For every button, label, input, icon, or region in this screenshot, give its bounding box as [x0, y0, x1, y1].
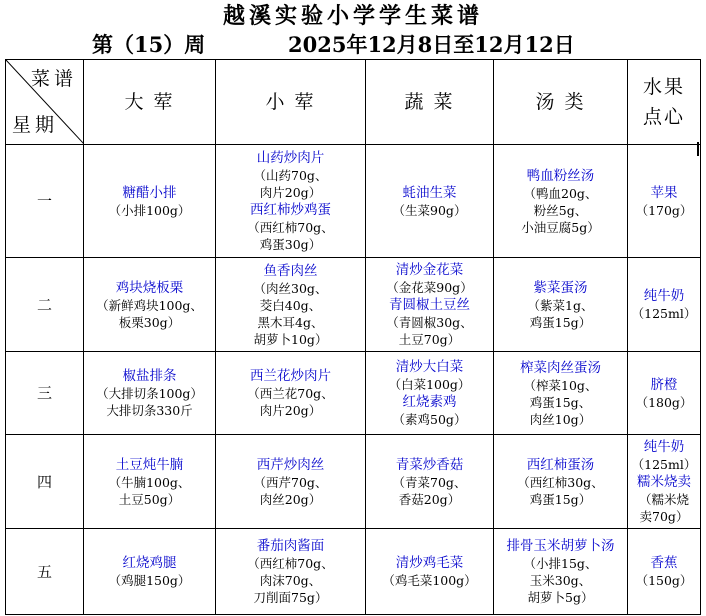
menu-cell — [494, 352, 628, 435]
dish-name: 鸡块烧板栗 — [115, 279, 184, 296]
dish-name: 土豆炖牛腩 — [115, 456, 184, 473]
col-header-vegetable: 蔬 菜 — [366, 60, 494, 145]
ingredient-line: 鸡蛋30g） — [259, 237, 322, 252]
menu-cell — [494, 435, 628, 529]
corner-label-menu: 菜谱 — [30, 68, 77, 90]
dish-name: 番茄肉酱面 — [256, 538, 325, 554]
ingredient-line: （西红柿70g、 — [247, 556, 334, 571]
menu-cell — [216, 145, 366, 258]
menu-cell — [628, 529, 701, 615]
ingredient-line: 刀削面75g） — [253, 590, 328, 605]
ingredient-line: （125ml） — [631, 457, 697, 472]
menu-cell — [216, 529, 366, 615]
dish-name: 纯牛奶 — [643, 288, 685, 304]
ingredient-line: （150g） — [635, 573, 693, 588]
dish-name: 纯牛奶 — [643, 439, 685, 455]
menu-cell — [84, 258, 216, 352]
menu-cell — [494, 145, 628, 258]
menu-title: 越溪实验小学学生菜谱 — [222, 3, 483, 29]
ingredient-line: 卖70g） — [639, 509, 689, 524]
day-row — [6, 258, 701, 352]
ingredient-line: （青菜70g、 — [392, 474, 467, 490]
weekday-label: 一 — [6, 145, 84, 258]
ingredient-line: 肉片20g） — [259, 403, 322, 418]
ingredient-line: 茭白40g、 — [259, 297, 322, 313]
ingredient-line: 胡萝卜10g） — [253, 331, 328, 347]
dish-name: 蚝油生菜 — [402, 184, 457, 201]
dish-name: 鱼香肉丝 — [263, 262, 318, 279]
ingredient-line: 土豆50g） — [118, 491, 181, 507]
ingredient-line: （生菜90g） — [392, 202, 467, 218]
dish-name: 糖醋小排 — [122, 184, 177, 201]
col-header-side-meat: 小 荤 — [216, 60, 366, 145]
day-row — [6, 352, 701, 435]
dish-name: 脐橙 — [650, 376, 678, 393]
ingredient-line: （170g） — [635, 202, 693, 218]
ingredient-line: （小排15g、 — [523, 556, 598, 571]
menu-cell — [366, 352, 494, 435]
menu-cell — [216, 258, 366, 352]
ingredient-line: 土豆70g） — [398, 332, 461, 347]
ingredient-line: 肉沫70g、 — [259, 573, 322, 588]
ingredient-line: 香菇20g） — [398, 491, 461, 507]
dish-name: 清炒鸡毛菜 — [395, 555, 464, 571]
menu-cell — [366, 258, 494, 352]
weekday-label: 五 — [6, 529, 84, 615]
menu-cell — [628, 352, 701, 435]
corner-cell — [6, 60, 84, 145]
ingredient-line: （青圆椒30g、 — [386, 315, 473, 330]
menu-cell — [366, 145, 494, 258]
header-row — [6, 60, 701, 145]
ingredient-line: 小油豆腐5g） — [521, 219, 600, 235]
menu-cell — [84, 435, 216, 529]
dish-name: 青菜炒香菇 — [395, 456, 464, 473]
menu-cell — [366, 529, 494, 615]
menu-cell — [628, 258, 701, 352]
ingredient-line: 肉片20g） — [259, 185, 322, 200]
menu-cell — [216, 352, 366, 435]
dish-name: 西红柿蛋汤 — [526, 456, 595, 473]
dish-name: 椒盐排条 — [122, 368, 177, 384]
ingredient-line: 鸡蛋15g） — [529, 491, 592, 507]
ingredient-line: （紫菜1g、 — [527, 297, 594, 313]
ingredient-line: （素鸡50g） — [392, 412, 467, 427]
ingredient-line: 鸡蛋15g） — [529, 314, 592, 330]
ingredient-line: （180g） — [635, 394, 693, 410]
ingredient-line: （西红柿30g、 — [517, 474, 604, 490]
menu-cell — [366, 435, 494, 529]
menu-cell — [494, 529, 628, 615]
ingredient-line: （西红柿70g、 — [247, 220, 334, 235]
ingredient-line: （白菜100g） — [388, 377, 471, 392]
dish-name: 排骨玉米胡萝卜汤 — [506, 538, 615, 554]
dish-name: 西芹炒肉丝 — [256, 456, 325, 473]
ingredient-line: 玉米30g、 — [529, 573, 592, 588]
ingredient-line: （鸡毛菜100g） — [382, 573, 477, 588]
day-row — [6, 435, 701, 529]
col-header-snack: 点心 — [642, 106, 685, 128]
ingredient-line: 粉丝5g、 — [533, 202, 588, 218]
ingredient-line: 大排切条330斤 — [106, 403, 193, 418]
dish-name: 西兰花炒肉片 — [250, 368, 331, 384]
weekday-label: 二 — [6, 258, 84, 352]
dish-name: 红烧鸡腿 — [122, 555, 177, 571]
col-header-main-meat: 大 荤 — [84, 60, 216, 145]
menu-cell — [628, 435, 701, 529]
menu-cell — [494, 258, 628, 352]
dish-name: 紫菜蛋汤 — [533, 279, 588, 296]
dish-name: 苹果 — [650, 184, 678, 201]
weekday-label: 三 — [6, 352, 84, 435]
day-row — [6, 145, 701, 258]
ingredient-line: （金花菜90g） — [386, 280, 473, 295]
ingredient-line: 板栗30g） — [118, 314, 181, 330]
col-header-soup: 汤 类 — [494, 60, 628, 145]
menu-cell — [84, 352, 216, 435]
menu-cell — [216, 435, 366, 529]
ingredient-line: （西兰花70g、 — [247, 386, 334, 401]
dish-name: 西红柿炒鸡蛋 — [250, 202, 331, 218]
ingredient-line: （小排100g） — [108, 202, 191, 218]
corner-label-weekday: 星期 — [12, 114, 59, 136]
ingredient-line: 胡萝卜5g） — [527, 590, 594, 605]
date-range: 2025年12月8日至12月12日 — [288, 32, 575, 57]
col-header-fruit-snack — [628, 60, 701, 145]
menu-cell — [84, 145, 216, 258]
ingredient-line: （鸭血20g、 — [523, 185, 598, 201]
dish-name: 青圆椒土豆丝 — [389, 297, 470, 313]
dish-name: 鸭血粉丝汤 — [526, 167, 595, 184]
ingredient-line: （西芹70g、 — [253, 474, 328, 490]
ingredient-line: （榨菜10g、 — [523, 377, 598, 393]
cursor-mark — [697, 142, 699, 156]
ingredient-line: （大排切条100g） — [96, 386, 203, 401]
ingredient-line: （鸡腿150g） — [108, 573, 191, 588]
dish-name: 山药炒肉片 — [256, 150, 325, 166]
ingredient-line: （肉丝30g、 — [253, 280, 328, 296]
menu-table — [5, 59, 701, 615]
dish-name: 红烧素鸡 — [402, 394, 457, 410]
dish-name: 榨菜肉丝蛋汤 — [520, 359, 601, 376]
day-row — [6, 529, 701, 615]
ingredient-line: 肉丝20g） — [259, 491, 322, 507]
dish-name: 清炒金花菜 — [395, 262, 464, 278]
menu-cell — [84, 529, 216, 615]
ingredient-line: （新鲜鸡块100g、 — [96, 297, 203, 313]
subtitle — [0, 31, 706, 59]
ingredient-line: （牛腩100g、 — [108, 474, 191, 490]
ingredient-line: 肉丝10g） — [529, 411, 592, 427]
weekday-label: 四 — [6, 435, 84, 529]
dish-name: 香蕉 — [650, 555, 678, 571]
dish-name: 清炒大白菜 — [395, 359, 464, 375]
col-header-fruit: 水果 — [642, 76, 685, 98]
ingredient-line: （125ml） — [631, 306, 697, 321]
ingredient-line: （糯米烧 — [638, 492, 689, 507]
menu-cell — [628, 145, 701, 258]
dish-name: 糯米烧卖 — [637, 474, 691, 490]
ingredient-line: 黑木耳4g、 — [257, 314, 324, 330]
ingredient-line: （山药70g、 — [253, 168, 328, 183]
week-number: 第（15）周 — [92, 32, 206, 57]
ingredient-line: 鸡蛋15g、 — [529, 394, 592, 410]
